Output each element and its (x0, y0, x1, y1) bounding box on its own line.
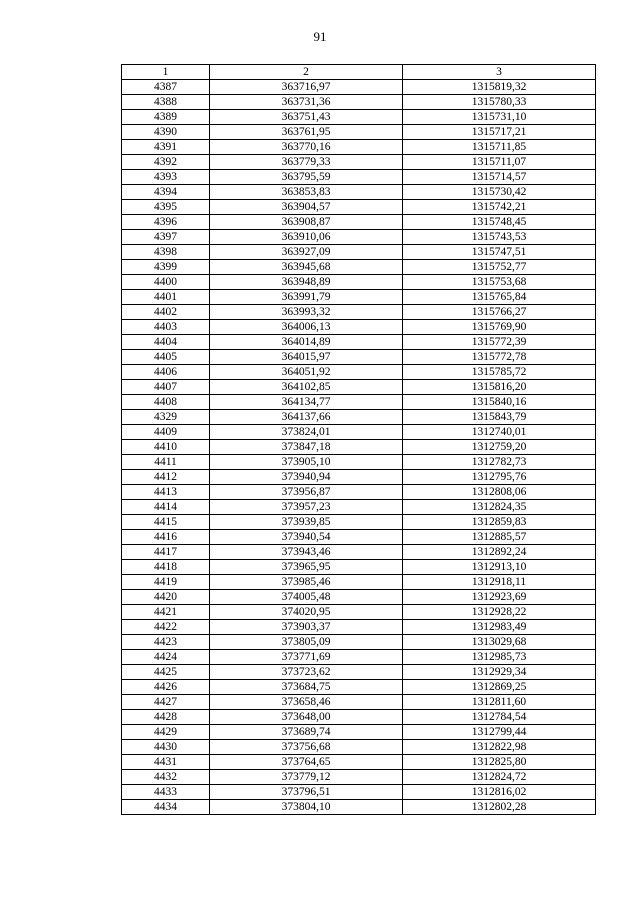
x-coordinate-cell: 373723,62 (210, 665, 403, 680)
point-number-cell: 4414 (122, 500, 210, 515)
table-row (122, 770, 596, 785)
x-coordinate-cell: 364014,89 (210, 335, 403, 350)
x-coordinate-cell: 363770,16 (210, 140, 403, 155)
table-row (122, 185, 596, 200)
x-coordinate-cell: 373684,75 (210, 680, 403, 695)
point-number-cell: 4424 (122, 650, 210, 665)
y-coordinate-cell: 1315769,90 (403, 320, 596, 335)
x-coordinate-cell: 373764,65 (210, 755, 403, 770)
table-row (122, 740, 596, 755)
y-coordinate-cell: 1315731,10 (403, 110, 596, 125)
point-number-cell: 4405 (122, 350, 210, 365)
table-row (122, 215, 596, 230)
y-coordinate-cell: 1312913,10 (403, 560, 596, 575)
x-coordinate-cell: 363904,57 (210, 200, 403, 215)
y-coordinate-cell: 1312799,44 (403, 725, 596, 740)
x-coordinate-cell: 363716,97 (210, 80, 403, 95)
x-coordinate-cell: 363927,09 (210, 245, 403, 260)
point-number-cell: 4390 (122, 125, 210, 140)
point-number-cell: 4403 (122, 320, 210, 335)
x-coordinate-cell: 364137,66 (210, 410, 403, 425)
point-number-cell: 4434 (122, 800, 210, 815)
table-row (122, 800, 596, 815)
point-number-cell: 4394 (122, 185, 210, 200)
point-number-cell: 4406 (122, 365, 210, 380)
point-number-cell: 4427 (122, 695, 210, 710)
y-coordinate-cell: 1315747,51 (403, 245, 596, 260)
y-coordinate-cell: 1315780,33 (403, 95, 596, 110)
table-row (122, 485, 596, 500)
point-number-cell: 4432 (122, 770, 210, 785)
point-number-cell: 4392 (122, 155, 210, 170)
y-coordinate-cell: 1315730,42 (403, 185, 596, 200)
x-coordinate-cell: 363910,06 (210, 230, 403, 245)
point-number-cell: 4431 (122, 755, 210, 770)
table-row (122, 395, 596, 410)
x-coordinate-cell: 373648,00 (210, 710, 403, 725)
table-row (122, 650, 596, 665)
x-coordinate-cell: 363779,33 (210, 155, 403, 170)
point-number-cell: 4329 (122, 410, 210, 425)
y-coordinate-cell: 1312740,01 (403, 425, 596, 440)
y-coordinate-cell: 1315752,77 (403, 260, 596, 275)
y-coordinate-cell: 1312859,83 (403, 515, 596, 530)
y-coordinate-cell: 1312983,49 (403, 620, 596, 635)
table-row (122, 530, 596, 545)
x-coordinate-cell: 363853,83 (210, 185, 403, 200)
y-coordinate-cell: 1312824,35 (403, 500, 596, 515)
table-row (122, 710, 596, 725)
point-number-cell: 4422 (122, 620, 210, 635)
y-coordinate-cell: 1315711,85 (403, 140, 596, 155)
x-coordinate-cell: 363908,87 (210, 215, 403, 230)
x-coordinate-cell: 373824,01 (210, 425, 403, 440)
x-coordinate-cell: 373940,54 (210, 530, 403, 545)
x-coordinate-cell: 363945,68 (210, 260, 403, 275)
y-coordinate-cell: 1312885,57 (403, 530, 596, 545)
table-row (122, 110, 596, 125)
x-coordinate-cell: 363731,36 (210, 95, 403, 110)
x-coordinate-cell: 373965,95 (210, 560, 403, 575)
point-number-cell: 4429 (122, 725, 210, 740)
y-coordinate-cell: 1312822,98 (403, 740, 596, 755)
table-row (122, 605, 596, 620)
y-coordinate-cell: 1312928,22 (403, 605, 596, 620)
table-row (122, 680, 596, 695)
point-number-cell: 4391 (122, 140, 210, 155)
point-number-cell: 4418 (122, 560, 210, 575)
x-coordinate-cell: 364102,85 (210, 380, 403, 395)
x-coordinate-cell: 364006,13 (210, 320, 403, 335)
x-coordinate-cell: 363991,79 (210, 290, 403, 305)
table-row (122, 275, 596, 290)
table-row (122, 170, 596, 185)
point-number-cell: 4393 (122, 170, 210, 185)
column-header: 3 (403, 65, 596, 80)
x-coordinate-cell: 373804,10 (210, 800, 403, 815)
point-number-cell: 4416 (122, 530, 210, 545)
point-number-cell: 4395 (122, 200, 210, 215)
x-coordinate-cell: 363795,59 (210, 170, 403, 185)
x-coordinate-cell: 363993,32 (210, 305, 403, 320)
point-number-cell: 4408 (122, 395, 210, 410)
y-coordinate-cell: 1315753,68 (403, 275, 596, 290)
y-coordinate-cell: 1312918,11 (403, 575, 596, 590)
point-number-cell: 4411 (122, 455, 210, 470)
y-coordinate-cell: 1315785,72 (403, 365, 596, 380)
x-coordinate-cell: 364015,97 (210, 350, 403, 365)
table-body (122, 80, 596, 815)
point-number-cell: 4404 (122, 335, 210, 350)
y-coordinate-cell: 1312784,54 (403, 710, 596, 725)
x-coordinate-cell: 373796,51 (210, 785, 403, 800)
y-coordinate-cell: 1315717,21 (403, 125, 596, 140)
y-coordinate-cell: 1315766,27 (403, 305, 596, 320)
x-coordinate-cell: 373957,23 (210, 500, 403, 515)
point-number-cell: 4398 (122, 245, 210, 260)
y-coordinate-cell: 1313029,68 (403, 635, 596, 650)
y-coordinate-cell: 1312759,20 (403, 440, 596, 455)
table-row (122, 230, 596, 245)
page-number: 91 (313, 29, 327, 44)
table-row (122, 125, 596, 140)
table-row (122, 80, 596, 95)
coordinates-table (121, 64, 596, 815)
x-coordinate-cell: 373771,69 (210, 650, 403, 665)
table-row (122, 155, 596, 170)
point-number-cell: 4419 (122, 575, 210, 590)
table-row (122, 500, 596, 515)
y-coordinate-cell: 1315748,45 (403, 215, 596, 230)
table-row (122, 260, 596, 275)
table-row (122, 425, 596, 440)
y-coordinate-cell: 1315714,57 (403, 170, 596, 185)
table-row (122, 560, 596, 575)
point-number-cell: 4420 (122, 590, 210, 605)
point-number-cell: 4409 (122, 425, 210, 440)
table-row (122, 515, 596, 530)
point-number-cell: 4412 (122, 470, 210, 485)
x-coordinate-cell: 373940,94 (210, 470, 403, 485)
point-number-cell: 4399 (122, 260, 210, 275)
table-row (122, 410, 596, 425)
table-row (122, 305, 596, 320)
table-row (122, 245, 596, 260)
y-coordinate-cell: 1312824,72 (403, 770, 596, 785)
table-row (122, 470, 596, 485)
x-coordinate-cell: 364134,77 (210, 395, 403, 410)
y-coordinate-cell: 1315772,39 (403, 335, 596, 350)
point-number-cell: 4397 (122, 230, 210, 245)
point-number-cell: 4428 (122, 710, 210, 725)
table-row (122, 350, 596, 365)
y-coordinate-cell: 1312811,60 (403, 695, 596, 710)
table-row (122, 575, 596, 590)
x-coordinate-cell: 373847,18 (210, 440, 403, 455)
table-row (122, 665, 596, 680)
point-number-cell: 4417 (122, 545, 210, 560)
x-coordinate-cell: 373939,85 (210, 515, 403, 530)
y-coordinate-cell: 1315711,07 (403, 155, 596, 170)
table-row (122, 725, 596, 740)
table-row (122, 455, 596, 470)
table-row (122, 590, 596, 605)
x-coordinate-cell: 374020,95 (210, 605, 403, 620)
point-number-cell: 4430 (122, 740, 210, 755)
point-number-cell: 4413 (122, 485, 210, 500)
x-coordinate-cell: 373658,46 (210, 695, 403, 710)
y-coordinate-cell: 1315765,84 (403, 290, 596, 305)
x-coordinate-cell: 373756,68 (210, 740, 403, 755)
table-row (122, 620, 596, 635)
column-header: 2 (210, 65, 403, 80)
point-number-cell: 4421 (122, 605, 210, 620)
x-coordinate-cell: 373689,74 (210, 725, 403, 740)
y-coordinate-cell: 1315772,78 (403, 350, 596, 365)
y-coordinate-cell: 1315840,16 (403, 395, 596, 410)
point-number-cell: 4425 (122, 665, 210, 680)
table-header-row (122, 65, 596, 80)
y-coordinate-cell: 1312782,73 (403, 455, 596, 470)
x-coordinate-cell: 364051,92 (210, 365, 403, 380)
table-row (122, 635, 596, 650)
y-coordinate-cell: 1312929,34 (403, 665, 596, 680)
table-row (122, 335, 596, 350)
y-coordinate-cell: 1315742,21 (403, 200, 596, 215)
table-row (122, 140, 596, 155)
y-coordinate-cell: 1312795,76 (403, 470, 596, 485)
point-number-cell: 4407 (122, 380, 210, 395)
point-number-cell: 4396 (122, 215, 210, 230)
y-coordinate-cell: 1312825,80 (403, 755, 596, 770)
point-number-cell: 4389 (122, 110, 210, 125)
x-coordinate-cell: 363761,95 (210, 125, 403, 140)
x-coordinate-cell: 363948,89 (210, 275, 403, 290)
y-coordinate-cell: 1315819,32 (403, 80, 596, 95)
table-row (122, 695, 596, 710)
y-coordinate-cell: 1312802,28 (403, 800, 596, 815)
table-row (122, 95, 596, 110)
point-number-cell: 4387 (122, 80, 210, 95)
table-row (122, 380, 596, 395)
table-row (122, 290, 596, 305)
point-number-cell: 4388 (122, 95, 210, 110)
table-row (122, 440, 596, 455)
x-coordinate-cell: 374005,48 (210, 590, 403, 605)
y-coordinate-cell: 1312869,25 (403, 680, 596, 695)
table-row (122, 785, 596, 800)
point-number-cell: 4410 (122, 440, 210, 455)
y-coordinate-cell: 1312816,02 (403, 785, 596, 800)
table-row (122, 320, 596, 335)
x-coordinate-cell: 373903,37 (210, 620, 403, 635)
table-row (122, 200, 596, 215)
y-coordinate-cell: 1315843,79 (403, 410, 596, 425)
table-row (122, 755, 596, 770)
y-coordinate-cell: 1312808,06 (403, 485, 596, 500)
table-row (122, 365, 596, 380)
point-number-cell: 4423 (122, 635, 210, 650)
x-coordinate-cell: 373985,46 (210, 575, 403, 590)
point-number-cell: 4401 (122, 290, 210, 305)
x-coordinate-cell: 373943,46 (210, 545, 403, 560)
y-coordinate-cell: 1315816,20 (403, 380, 596, 395)
column-header: 1 (122, 65, 210, 80)
y-coordinate-cell: 1312985,73 (403, 650, 596, 665)
x-coordinate-cell: 373956,87 (210, 485, 403, 500)
x-coordinate-cell: 363751,43 (210, 110, 403, 125)
x-coordinate-cell: 373805,09 (210, 635, 403, 650)
point-number-cell: 4433 (122, 785, 210, 800)
y-coordinate-cell: 1312923,69 (403, 590, 596, 605)
point-number-cell: 4426 (122, 680, 210, 695)
y-coordinate-cell: 1315743,53 (403, 230, 596, 245)
point-number-cell: 4400 (122, 275, 210, 290)
x-coordinate-cell: 373905,10 (210, 455, 403, 470)
table-row (122, 545, 596, 560)
y-coordinate-cell: 1312892,24 (403, 545, 596, 560)
point-number-cell: 4415 (122, 515, 210, 530)
x-coordinate-cell: 373779,12 (210, 770, 403, 785)
point-number-cell: 4402 (122, 305, 210, 320)
